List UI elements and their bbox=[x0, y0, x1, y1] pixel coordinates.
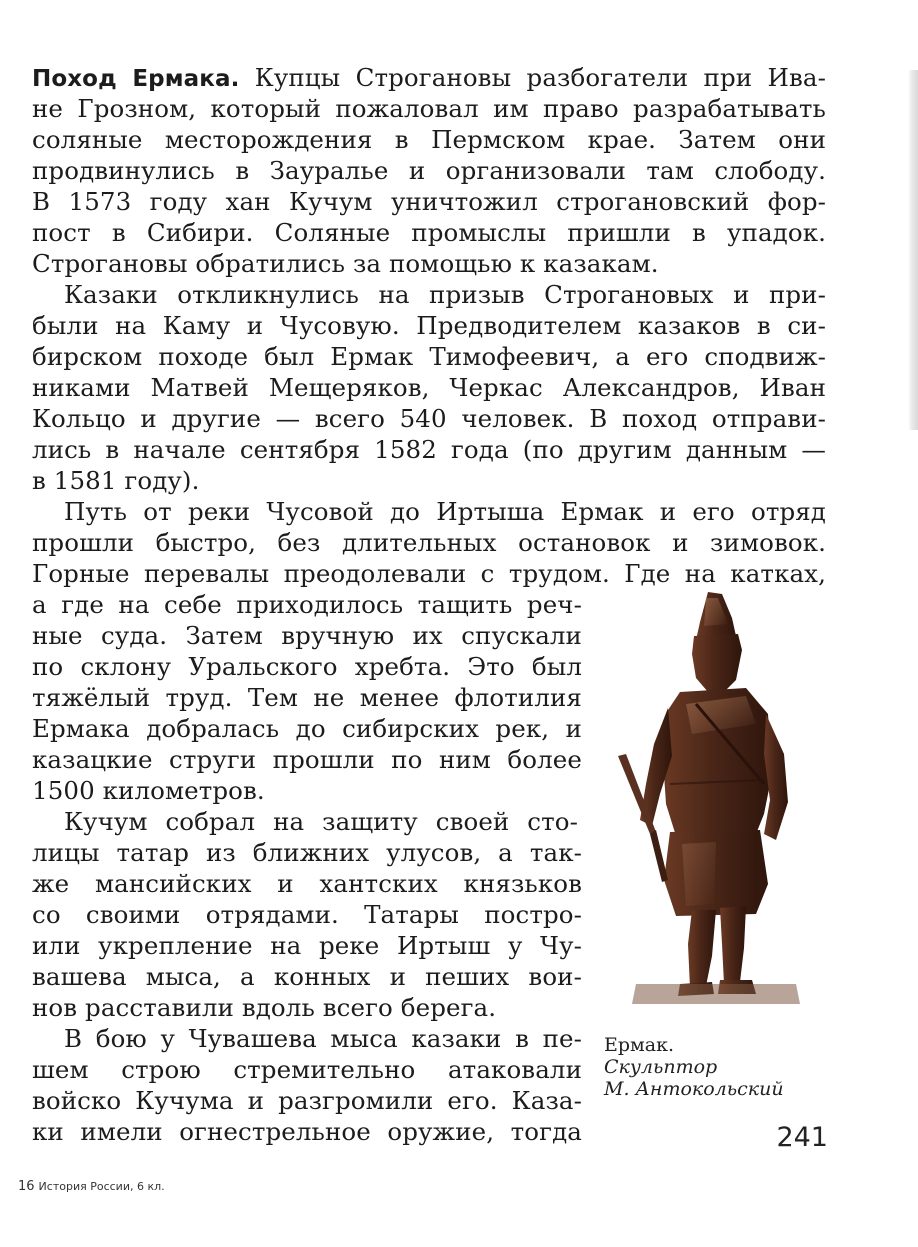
text-line: Кучум собрал на защиту своей сто- bbox=[64, 807, 578, 836]
text-line: ные суда. Затем вручную их спускали bbox=[32, 621, 582, 650]
figure-caption-title: Ермак. bbox=[604, 1034, 675, 1056]
text-line: Строгановы обратились за помощью к казакам. bbox=[32, 249, 659, 278]
page-edge-tab bbox=[908, 70, 918, 430]
figure-caption-role: Скульптор bbox=[604, 1056, 718, 1078]
text-line: лись в начале сентября 1582 года (по другим данным — bbox=[32, 435, 826, 464]
text-line: Горные перевалы преодолевали с трудом. Где на катках, bbox=[32, 559, 826, 588]
text-line: нов расставили вдоль всего берега. bbox=[32, 993, 497, 1022]
text-line: лицы татар из ближних улусов, а так- bbox=[32, 838, 582, 867]
print-imprint bbox=[18, 1179, 165, 1194]
text-line: никами Матвей Мещеряков, Черкас Александров, Иван bbox=[32, 373, 826, 402]
ermak-statue-image bbox=[596, 584, 824, 1014]
text-line: прошли быстро, без длительных остановок и зимовок. bbox=[32, 528, 826, 557]
text-line: Казаки откликнулись на призыв Строгановых и при- bbox=[64, 280, 826, 309]
text-line: 1500 километров. bbox=[32, 776, 265, 805]
page-number: 241 bbox=[776, 1122, 828, 1153]
text-line: Поход Ермака. Купцы Строгановы разбогатели при Ива- bbox=[32, 63, 827, 92]
signature-mark: 16 bbox=[18, 1179, 35, 1194]
figure-caption-author: М. Антокольский bbox=[604, 1078, 784, 1100]
text-line: вашева мыса, а конных и пеших вои- bbox=[32, 962, 582, 991]
text-line: не Грозном, который пожаловал им право разрабатывать bbox=[32, 94, 826, 123]
text-line: бирском походе был Ермак Тимофеевич, а его сподвиж- bbox=[32, 342, 826, 371]
section-heading: Поход Ермака. bbox=[32, 66, 240, 92]
text-line: по склону Уральского хребта. Это был bbox=[32, 652, 582, 681]
text-line: продвинулись в Зауралье и организовали там слободу. bbox=[32, 156, 826, 185]
text-line: а где на себе приходилось тащить реч- bbox=[32, 590, 582, 619]
text-line: же мансийских и хантских князьков bbox=[32, 869, 582, 898]
text-line: были на Каму и Чусовую. Предводителем казаков в си- bbox=[32, 311, 826, 340]
text-line: соляные месторождения в Пермском крае. Затем они bbox=[32, 125, 826, 154]
text-line: тяжёлый труд. Тем не менее флотилия bbox=[32, 683, 582, 712]
text-line: пост в Сибири. Соляные промыслы пришли в упадок. bbox=[32, 218, 826, 247]
text-line: Кольцо и другие — всего 540 человек. В поход отправи- bbox=[32, 404, 826, 433]
text-line: в 1581 году). bbox=[32, 466, 200, 495]
text-line: ки имели огнестрельное оружие, тогда bbox=[32, 1117, 582, 1146]
text-line: Путь от реки Чусовой до Иртыша Ермак и его отряд bbox=[64, 497, 826, 526]
text-line: со своими отрядами. Татары постро- bbox=[32, 900, 582, 929]
book-title-footer: История России, 6 кл. bbox=[38, 1180, 165, 1193]
text-line: шем строю стремительно атаковали bbox=[32, 1055, 582, 1084]
text-line: В бою у Чувашева мыса казаки в пе- bbox=[64, 1024, 582, 1053]
text-line: войско Кучума и разгромили его. Каза- bbox=[32, 1086, 582, 1115]
text-line: В 1573 году хан Кучум уничтожил строгановский фор- bbox=[32, 187, 826, 216]
text-line: или укрепление на реке Иртыш у Чу- bbox=[32, 931, 582, 960]
text-line: казацкие струги прошли по ним более bbox=[32, 745, 582, 774]
text-line: Ермака добралась до сибирских рек, и bbox=[32, 714, 582, 743]
